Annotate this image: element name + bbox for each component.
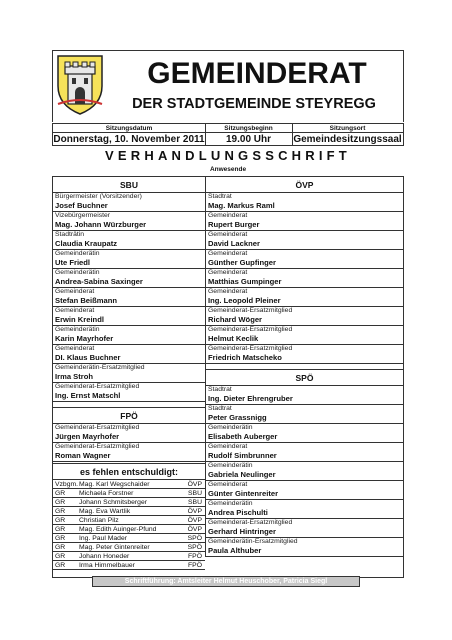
excused-row bbox=[53, 516, 205, 525]
member-entry bbox=[53, 231, 205, 250]
spoe-list bbox=[206, 386, 403, 557]
party-header-oevp: ÖVP bbox=[206, 177, 403, 193]
excused-party: SBU bbox=[188, 499, 202, 506]
member-role: Stadtrat bbox=[208, 405, 232, 412]
excused-row bbox=[53, 489, 205, 498]
member-entry bbox=[206, 481, 403, 500]
right-column bbox=[205, 177, 403, 557]
member-name: Irma Stroh bbox=[55, 372, 93, 381]
fpoe-list bbox=[53, 424, 205, 462]
left-column bbox=[53, 177, 205, 570]
excused-title: Vzbgm. bbox=[55, 481, 79, 488]
member-role: Gemeinderat bbox=[208, 231, 248, 238]
coat-of-arms-logo bbox=[54, 52, 106, 116]
minutes-keeper-footer: Schriftführung: Amtsleiter Helmut Heuschober, Patricia Siegl bbox=[92, 576, 360, 587]
member-role: Gemeinderätin bbox=[55, 250, 100, 257]
excused-party: ÖVP bbox=[187, 508, 202, 515]
excused-title: GR bbox=[55, 562, 66, 569]
member-entry bbox=[206, 212, 403, 231]
member-entry bbox=[206, 307, 403, 326]
excused-party: ÖVP bbox=[187, 481, 202, 488]
member-entry bbox=[53, 288, 205, 307]
excused-party: FPÖ bbox=[188, 562, 202, 569]
excused-title: GR bbox=[55, 499, 66, 506]
member-name: Richard Wöger bbox=[208, 315, 263, 324]
attendance-table bbox=[52, 176, 404, 578]
member-role: Stadtrat bbox=[208, 193, 232, 200]
document-title: VERHANDLUNGSSCHRIFT bbox=[105, 148, 351, 163]
member-name: David Lackner bbox=[208, 239, 260, 248]
member-name: Friedrich Matscheko bbox=[208, 353, 282, 362]
meeting-labels-row bbox=[52, 123, 404, 132]
member-entry bbox=[53, 193, 205, 212]
excused-row bbox=[53, 561, 205, 570]
excused-row bbox=[53, 534, 205, 543]
meeting-values-row bbox=[52, 132, 404, 146]
member-role: Gemeinderat-Ersatzmitglied bbox=[208, 326, 293, 333]
party-header-sbu: SBU bbox=[53, 177, 205, 193]
value-place: Gemeindesitzungssaal bbox=[293, 134, 402, 145]
member-entry bbox=[206, 519, 403, 538]
excused-title: GR bbox=[55, 490, 66, 497]
excused-header: es fehlen entschuldigt: bbox=[53, 464, 205, 480]
value-date: Donnerstag, 10. November 2011 bbox=[53, 134, 205, 145]
member-name: Josef Buchner bbox=[55, 201, 108, 210]
member-name: Günter Gintenreiter bbox=[208, 489, 279, 498]
member-entry bbox=[206, 462, 403, 481]
excused-title: GR bbox=[55, 535, 66, 542]
member-role: Gemeinderätin bbox=[208, 500, 253, 507]
member-role: Gemeinderat-Ersatzmitglied bbox=[55, 424, 140, 431]
excused-name: Mag. Edith Auinger-Pfund bbox=[79, 526, 157, 533]
member-name: Mag. Markus Raml bbox=[208, 201, 275, 210]
member-entry bbox=[53, 326, 205, 345]
member-name: Andrea Pischulti bbox=[208, 508, 268, 517]
member-role: Gemeinderat bbox=[208, 269, 248, 276]
member-role: Gemeinderat bbox=[208, 212, 248, 219]
member-entry bbox=[206, 193, 403, 212]
member-entry bbox=[206, 269, 403, 288]
member-entry bbox=[206, 424, 403, 443]
excused-party: SPÖ bbox=[187, 544, 202, 551]
party-header-fpoe: FPÖ bbox=[53, 408, 205, 424]
member-name: Roman Wagner bbox=[55, 451, 111, 460]
excused-name: Christian Pilz bbox=[79, 517, 119, 524]
member-entry bbox=[53, 250, 205, 269]
excused-name: Mag. Peter Gintenreiter bbox=[79, 544, 150, 551]
member-role: Gemeinderat bbox=[55, 345, 95, 352]
member-entry bbox=[53, 364, 205, 383]
excused-row bbox=[53, 498, 205, 507]
excused-name: Ing. Paul Mader bbox=[79, 535, 127, 542]
member-role: Gemeinderat-Ersatzmitglied bbox=[208, 345, 293, 352]
member-role: Gemeinderat-Ersatzmitglied bbox=[55, 443, 140, 450]
member-name: Ing. Ernst Matschl bbox=[55, 391, 121, 400]
member-name: Gabriela Neulinger bbox=[208, 470, 276, 479]
member-role: Gemeinderat bbox=[208, 250, 248, 257]
member-role: Gemeinderätin-Ersatzmitglied bbox=[208, 538, 298, 545]
label-date: Sitzungsdatum bbox=[105, 125, 153, 132]
member-entry bbox=[53, 383, 205, 402]
excused-party: FPÖ bbox=[188, 553, 202, 560]
page-subtitle: DER STADTGEMEINDE STEYREGG bbox=[132, 96, 376, 112]
value-start: 19.00 Uhr bbox=[225, 134, 272, 145]
member-entry bbox=[53, 345, 205, 364]
excused-row bbox=[53, 543, 205, 552]
member-entry bbox=[206, 500, 403, 519]
member-name: Karin Mayrhofer bbox=[55, 334, 114, 343]
excused-name: Mag. Karl Wegschaider bbox=[79, 481, 150, 488]
member-entry bbox=[53, 212, 205, 231]
member-role: Stadtrat bbox=[208, 386, 232, 393]
member-name: Andrea-Sabina Saxinger bbox=[55, 277, 143, 286]
member-entry bbox=[206, 345, 403, 364]
excused-title: GR bbox=[55, 553, 66, 560]
member-role: Gemeinderat bbox=[208, 443, 248, 450]
member-name: Gerhard Hintringer bbox=[208, 527, 276, 536]
excused-title: GR bbox=[55, 508, 66, 515]
member-role: Gemeinderätin bbox=[208, 462, 253, 469]
member-role: Gemeinderat bbox=[208, 481, 248, 488]
member-role: Gemeinderat-Ersatzmitglied bbox=[55, 383, 140, 390]
member-role: Gemeinderätin bbox=[55, 326, 100, 333]
excused-title: GR bbox=[55, 544, 66, 551]
member-entry bbox=[53, 269, 205, 288]
member-role: Gemeinderätin-Ersatzmitglied bbox=[55, 364, 145, 371]
excused-party: ÖVP bbox=[187, 517, 202, 524]
label-start: Sitzungsbeginn bbox=[224, 125, 273, 132]
sbu-list bbox=[53, 193, 205, 402]
excused-name: Mag. Eva Wartlik bbox=[79, 508, 131, 515]
excused-name: Irma Himmelbauer bbox=[79, 562, 135, 569]
member-name: Mag. Johann Würzburger bbox=[55, 220, 147, 229]
excused-row bbox=[53, 480, 205, 489]
member-name: Ute Friedl bbox=[55, 258, 91, 267]
member-entry bbox=[206, 250, 403, 269]
excused-name: Michaela Forstner bbox=[79, 490, 134, 497]
member-name: Matthias Gumpinger bbox=[208, 277, 282, 286]
member-entry bbox=[53, 443, 205, 462]
member-entry bbox=[53, 424, 205, 443]
member-entry bbox=[53, 307, 205, 326]
excused-party: SPÖ bbox=[187, 535, 202, 542]
member-role: Gemeinderat-Ersatzmitglied bbox=[208, 519, 293, 526]
member-name: Peter Grassnigg bbox=[208, 413, 267, 422]
member-role: Gemeinderat bbox=[55, 288, 95, 295]
member-entry bbox=[206, 538, 403, 557]
member-entry bbox=[206, 443, 403, 462]
label-place: Sitzungsort bbox=[329, 125, 366, 132]
excused-name: Johann Honeder bbox=[79, 553, 130, 560]
member-role: Gemeinderat bbox=[208, 288, 248, 295]
excused-row bbox=[53, 525, 205, 534]
member-name: Stefan Beißmann bbox=[55, 296, 118, 305]
excused-title: GR bbox=[55, 517, 66, 524]
oevp-list bbox=[206, 193, 403, 364]
member-name: Ing. Dieter Ehrengruber bbox=[208, 394, 293, 403]
member-name: Claudia Kraupatz bbox=[55, 239, 118, 248]
member-entry bbox=[206, 386, 403, 405]
member-role: Gemeinderätin bbox=[208, 424, 253, 431]
member-name: DI. Klaus Buchner bbox=[55, 353, 121, 362]
page-title: GEMEINDERAT bbox=[147, 57, 367, 90]
member-name: Paula Althuber bbox=[208, 546, 262, 555]
member-name: Günther Gupfinger bbox=[208, 258, 276, 267]
excused-party: ÖVP bbox=[187, 526, 202, 533]
excused-party: SBU bbox=[188, 490, 202, 497]
present-label: Anwesende bbox=[209, 166, 247, 173]
member-role: Gemeinderätin bbox=[55, 269, 100, 276]
member-entry bbox=[206, 326, 403, 345]
member-name: Jürgen Mayrhofer bbox=[55, 432, 120, 441]
party-header-spoe: SPÖ bbox=[206, 370, 403, 386]
member-role: Stadträtin bbox=[55, 231, 85, 238]
member-name: Elisabeth Auberger bbox=[208, 432, 278, 441]
member-name: Rudolf Simbrunner bbox=[208, 451, 277, 460]
member-role: Gemeinderat-Ersatzmitglied bbox=[208, 307, 293, 314]
member-role: Bürgermeister (Vorsitzender) bbox=[55, 193, 142, 200]
member-name: Rupert Burger bbox=[208, 220, 260, 229]
member-entry bbox=[206, 405, 403, 424]
member-entry bbox=[206, 231, 403, 250]
member-role: Gemeinderat bbox=[55, 307, 95, 314]
member-name: Helmut Keclik bbox=[208, 334, 259, 343]
member-name: Erwin Kreindl bbox=[55, 315, 104, 324]
excused-title: GR bbox=[55, 526, 66, 533]
member-name: Ing. Leopold Pleiner bbox=[208, 296, 281, 305]
excused-name: Johann Schmitsberger bbox=[79, 499, 148, 506]
excused-row bbox=[53, 507, 205, 516]
member-role: Vizebürgermeister bbox=[55, 212, 111, 219]
member-entry bbox=[206, 288, 403, 307]
excused-row bbox=[53, 552, 205, 561]
excused-list bbox=[53, 480, 205, 570]
